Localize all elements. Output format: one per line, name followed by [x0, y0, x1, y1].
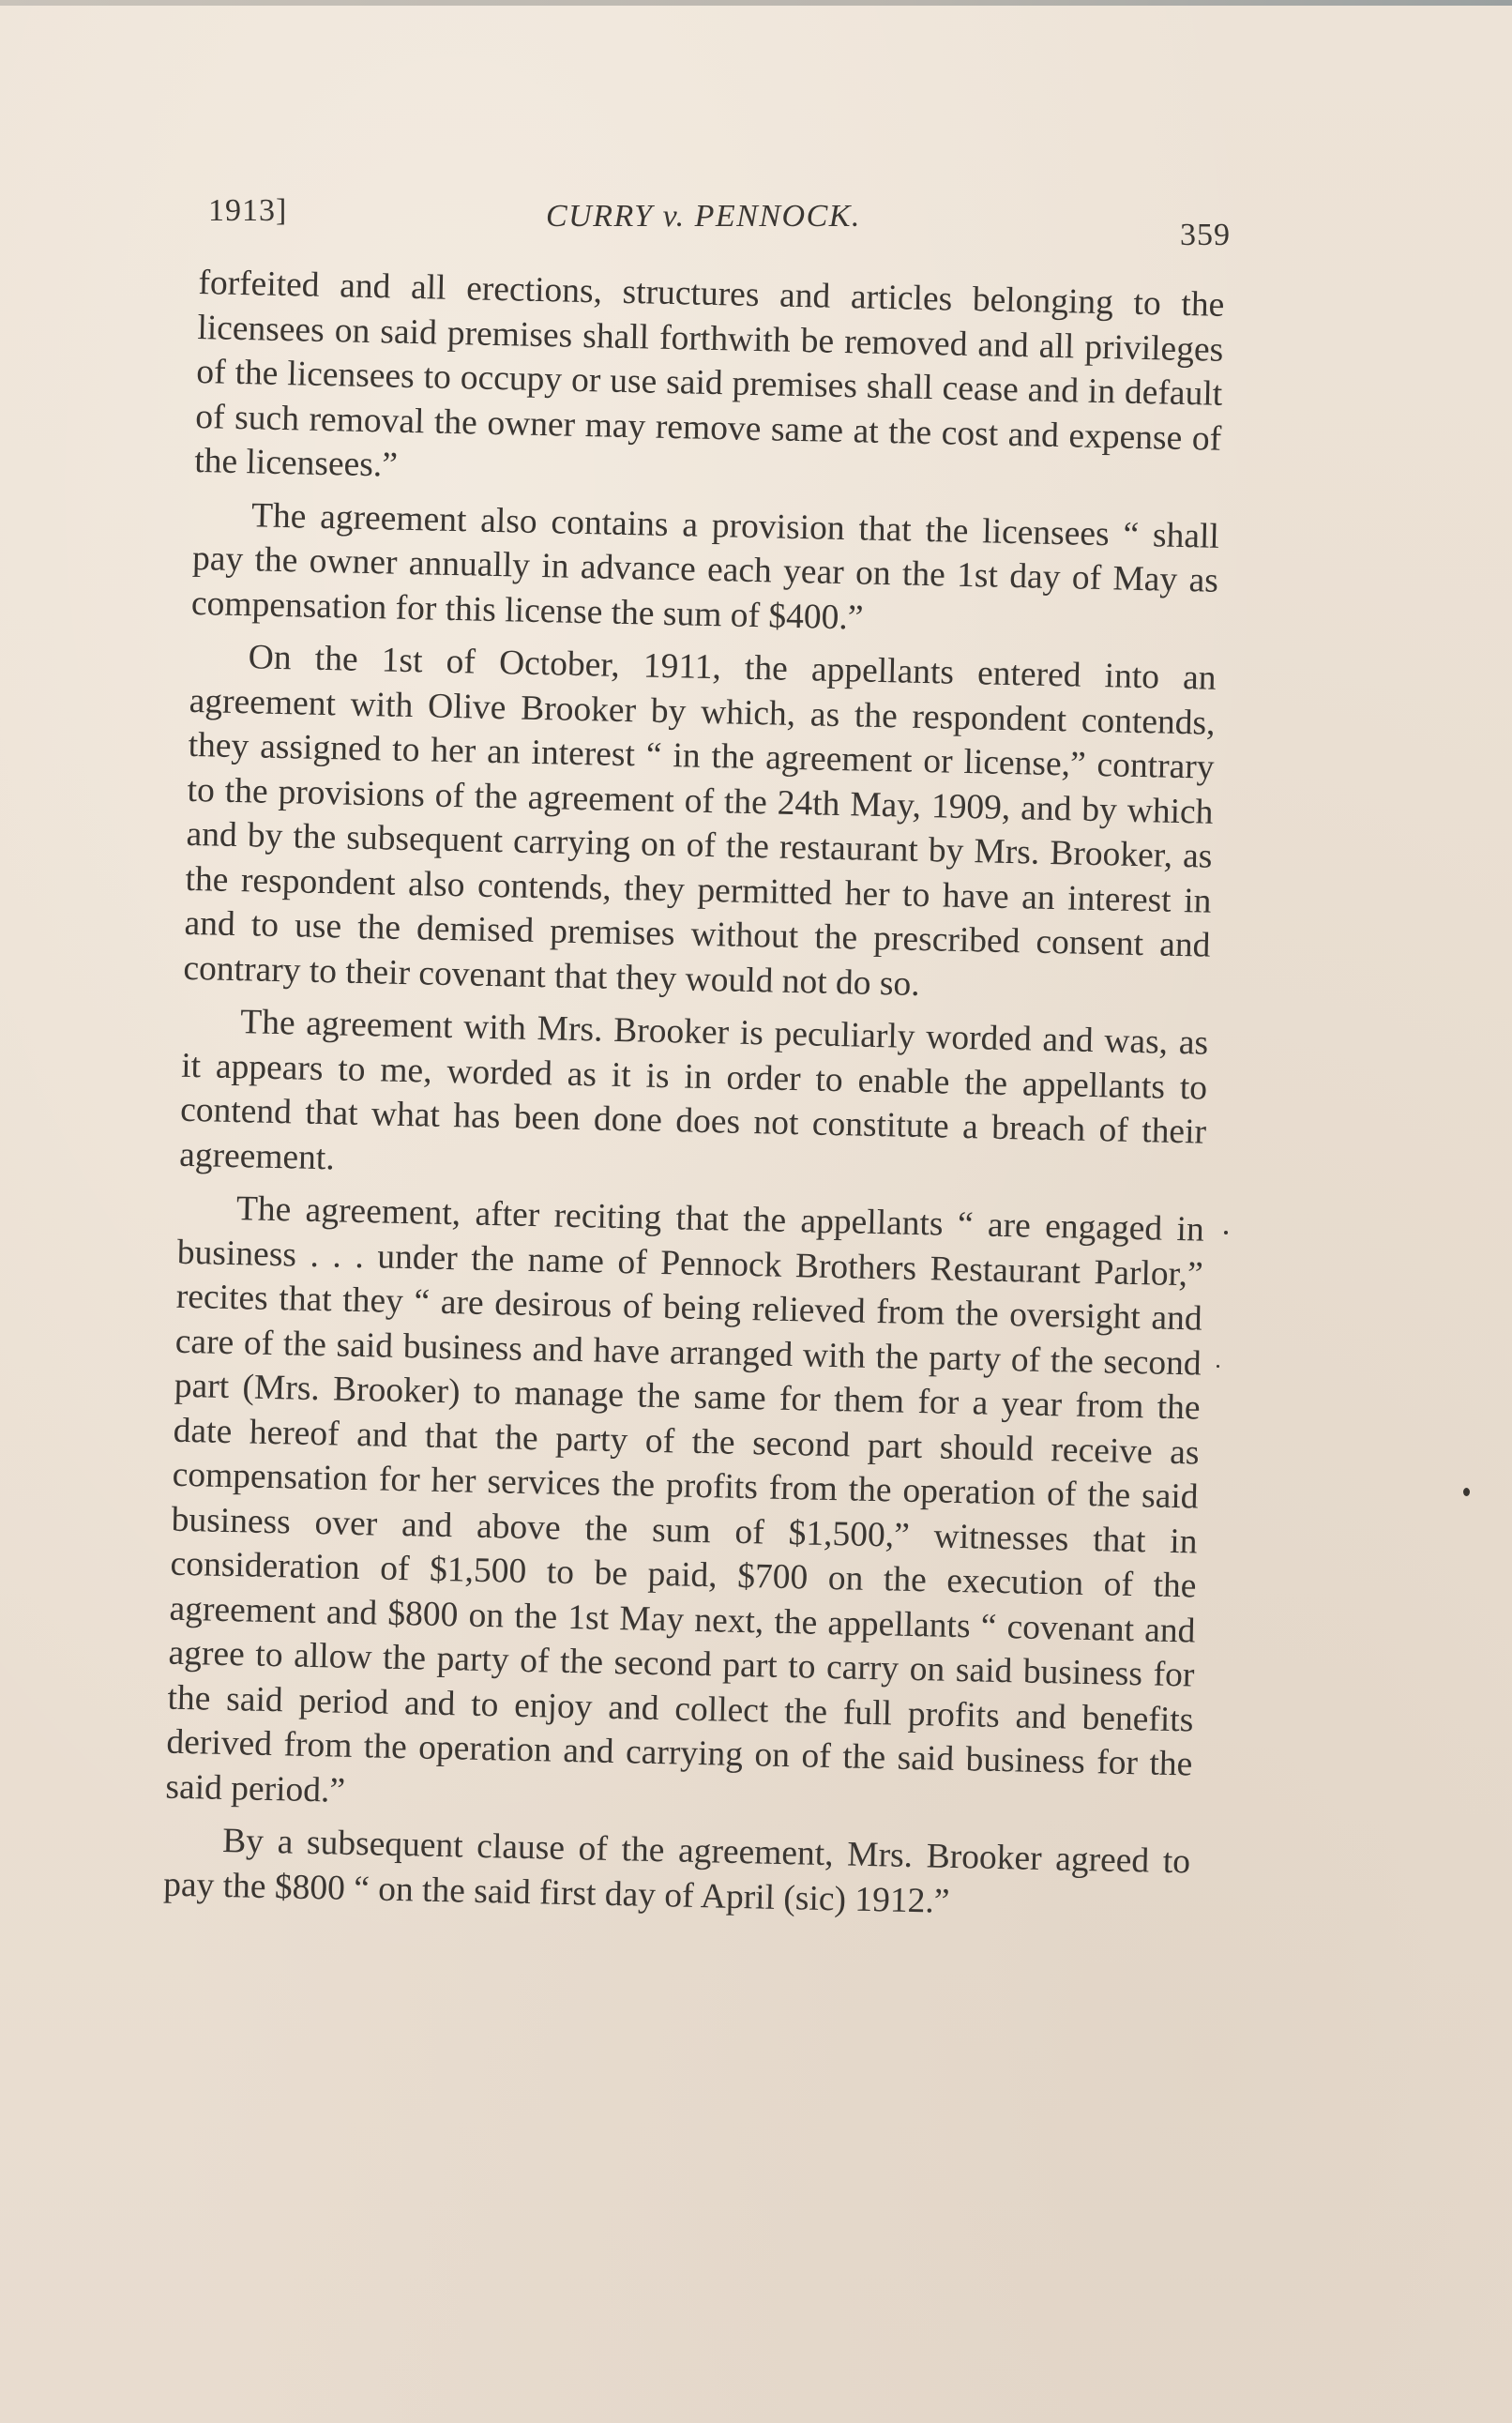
paragraph: The agreement also contains a provision that the licensees “ shall pay the owner annually in advance each year on the 1st day of May as compensation for this license the sum of $400.”	[190, 495, 1220, 638]
page-top-edge	[0, 0, 1512, 6]
paragraph: The agreement, after reciting that the appellants “ are engaged in business . . . under the name of Pennock Brothers Restaurant Parlor,” recites that they “ are desirous of being relieved from the oversight and care of the said business and have arranged with the party of the second part (Mrs. Brooker) to manage the same for them for a year from the date hereof and that the party of the second part should receive as compensation for her services the profits from the operation of the said business over and above the sum of $1,500,” witnesses that in consideration of $1,500 to be paid, $700 on the execution of the agreement and $800 on the 1st May next, the appellants “ covenant and agree to allow the party of the second part to carry on said business for the said period and to enjoy and collect the full profits and benefits derived from the operation and carrying on of the said business for the said period.”	[165, 1189, 1205, 1810]
running-header	[208, 186, 1231, 251]
ink-speck	[1463, 1488, 1470, 1496]
paragraph: The agreement with Mrs. Brooker is peculiarly worded and was, as it appears to me, worded as it is in order to enable the appellants to contend that what has been done does not constitute a breach of their agreement.	[178, 1003, 1209, 1177]
header-year: 1913]	[208, 193, 288, 228]
paragraph: By a subsequent clause of the agreement, Mrs. Brooker agreed to pay the $800 “ on the said first day of April (sic) 1912.”	[162, 1821, 1191, 1921]
header-case-title: CURRY v. PENNOCK.	[546, 199, 861, 234]
ink-speck	[1217, 1365, 1219, 1368]
paragraph-continuation: forfeited and all erections, structures and articles belonging to the licensees on said premises shall forthwith be removed and all privileges of the licensees to occupy or use said premises shall cease and in default of such removal the owner may remove same at the cost and expense of the licensees.”	[193, 263, 1225, 485]
paragraph: On the 1st of October, 1911, the appellants entered into an agreement with Olive Brooker by which, as the respondent contends, they assigned to her an interest “ in the agreement or license,” contrary to the provisions of the agreement of the 24th May, 1909, and by which and by the subsequent carrying on of the restaurant by Mrs. Brooker, as the respondent also contends, they permitted her to have an interest in and to use the demised premises without the prescribed consent and contrary to their covenant that they would not do so.	[183, 638, 1217, 1004]
ink-speck	[1224, 1231, 1228, 1234]
page-number: 359	[1180, 218, 1231, 252]
body-text	[163, 261, 1225, 1937]
